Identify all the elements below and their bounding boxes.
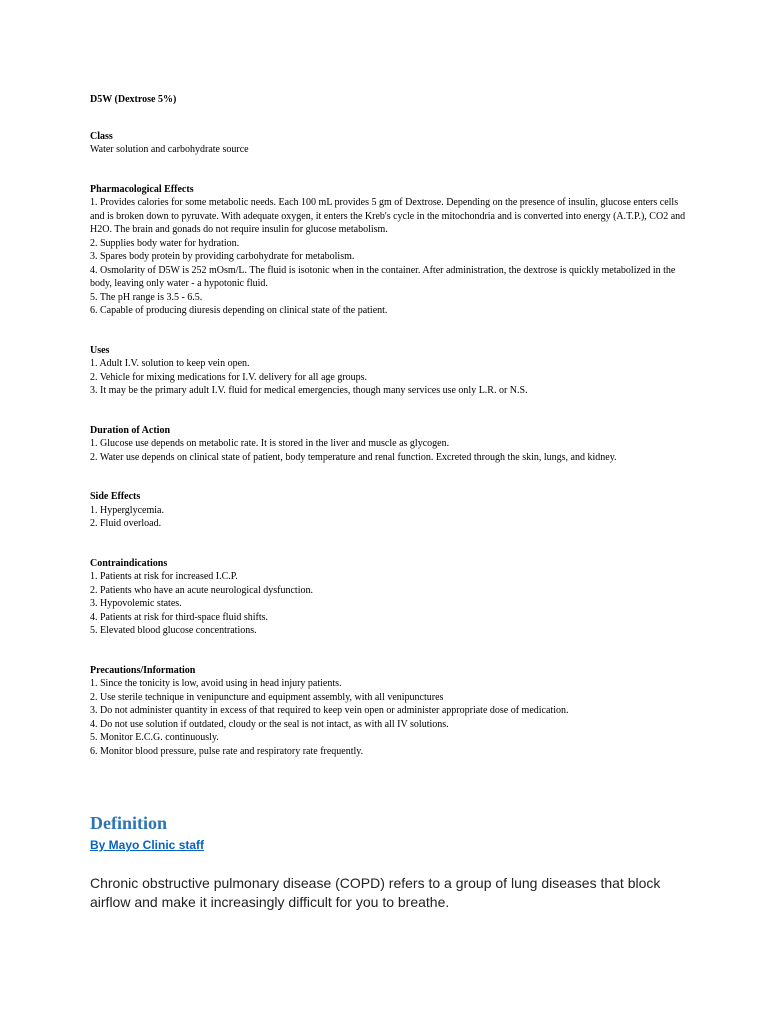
section-heading: Side Effects: [90, 491, 141, 502]
document-title: D5W (Dextrose 5%): [90, 94, 177, 105]
section-line: 3. It may be the primary adult I.V. fluid for medical emergencies, though many services use only L.R. or N.S.: [90, 385, 528, 396]
section-line: 2. Fluid overload.: [90, 518, 162, 529]
section-line: 6. Capable of producing diuresis depending on clinical state of the patient.: [90, 305, 388, 316]
section-class: [90, 130, 690, 157]
section-heading: Uses: [90, 344, 110, 356]
section-line: Water solution and carbohydrate source: [90, 144, 249, 155]
definition-heading: Definition: [90, 813, 168, 833]
section-side-effects: [90, 490, 690, 531]
section-line: 3. Do not administer quantity in excess of that required to keep vein open or administer appropriate dose of medication.: [90, 705, 569, 716]
section-line: 6. Monitor blood pressure, pulse rate and respiratory rate frequently.: [90, 745, 364, 757]
author-link[interactable]: By Mayo Clinic staff: [90, 838, 205, 852]
section-heading: Pharmacological Effects: [90, 183, 194, 195]
document-content: [90, 93, 690, 784]
section-line: 3. Spares body protein by providing carbohydrate for metabolism.: [90, 251, 355, 262]
section-line: 1. Hyperglycemia.: [90, 504, 164, 516]
section-pharmacological-effects: [90, 183, 690, 318]
definition-paragraph: Chronic obstructive pulmonary disease (COPD) refers to a group of lung diseases that block airflow and make it increasingly difficult for you to breathe.: [90, 875, 661, 910]
definition-section: [90, 812, 690, 912]
section-duration-of-action: [90, 424, 690, 465]
section-heading: Precautions/Information: [90, 664, 196, 676]
section-line: 5. Elevated blood glucose concentrations.: [90, 625, 257, 636]
section-heading: Class: [90, 130, 113, 142]
section-line: 1. Since the tonicity is low, avoid using in head injury patients.: [90, 678, 342, 689]
section-line: 1. Patients at risk for increased I.C.P.: [90, 571, 238, 582]
section-heading: Duration of Action: [90, 424, 170, 436]
section-line: 2. Supplies body water for hydration.: [90, 237, 240, 249]
section-uses: [90, 344, 690, 398]
section-line: 1. Provides calories for some metabolic needs. Each 100 mL provides 5 gm of Dextrose. Depending on the presence of insulin, glucose enters cells and is broken down to pyruvate. With adequate oxygen, it enters the Kreb's cycle in the mitochondria and is converted into energy (A.T.P.), CO2 and H2O. The brain and gonads do not require insulin for glucose metabolism.: [90, 197, 686, 235]
section-line: 1. Glucose use depends on metabolic rate. It is stored in the liver and muscle as glycogen.: [90, 438, 450, 449]
section-line: 5. The pH range is 3.5 - 6.5.: [90, 291, 203, 303]
section-line: 2. Vehicle for mixing medications for I.V. delivery for all age groups.: [90, 371, 368, 383]
section-line: 2. Water use depends on clinical state of patient, body temperature and renal function. Excreted through the skin, lungs, and kidney.: [90, 451, 617, 463]
section-line: 2. Use sterile technique in venipuncture and equipment assembly, with all venipunctures: [90, 691, 444, 703]
section-line: 3. Hypovolemic states.: [90, 598, 182, 609]
section-line: 5. Monitor E.C.G. continuously.: [90, 732, 219, 743]
section-line: 4. Do not use solution if outdated, cloudy or the seal is not intact, as with all IV solutions.: [90, 718, 449, 730]
section-precautions-information: [90, 664, 690, 759]
section-line: 2. Patients who have an acute neurological dysfunction.: [90, 584, 313, 596]
section-line: 1. Adult I.V. solution to keep vein open.: [90, 358, 250, 369]
section-line: 4. Osmolarity of D5W is 252 mOsm/L. The fluid is isotonic when in the container. After administration, the dextrose is quickly metabolized in the body, leaving only water - a hypotonic fluid.: [90, 264, 676, 289]
section-line: 4. Patients at risk for third-space fluid shifts.: [90, 611, 269, 623]
section-contraindications: [90, 557, 690, 638]
section-heading: Contraindications: [90, 557, 168, 569]
